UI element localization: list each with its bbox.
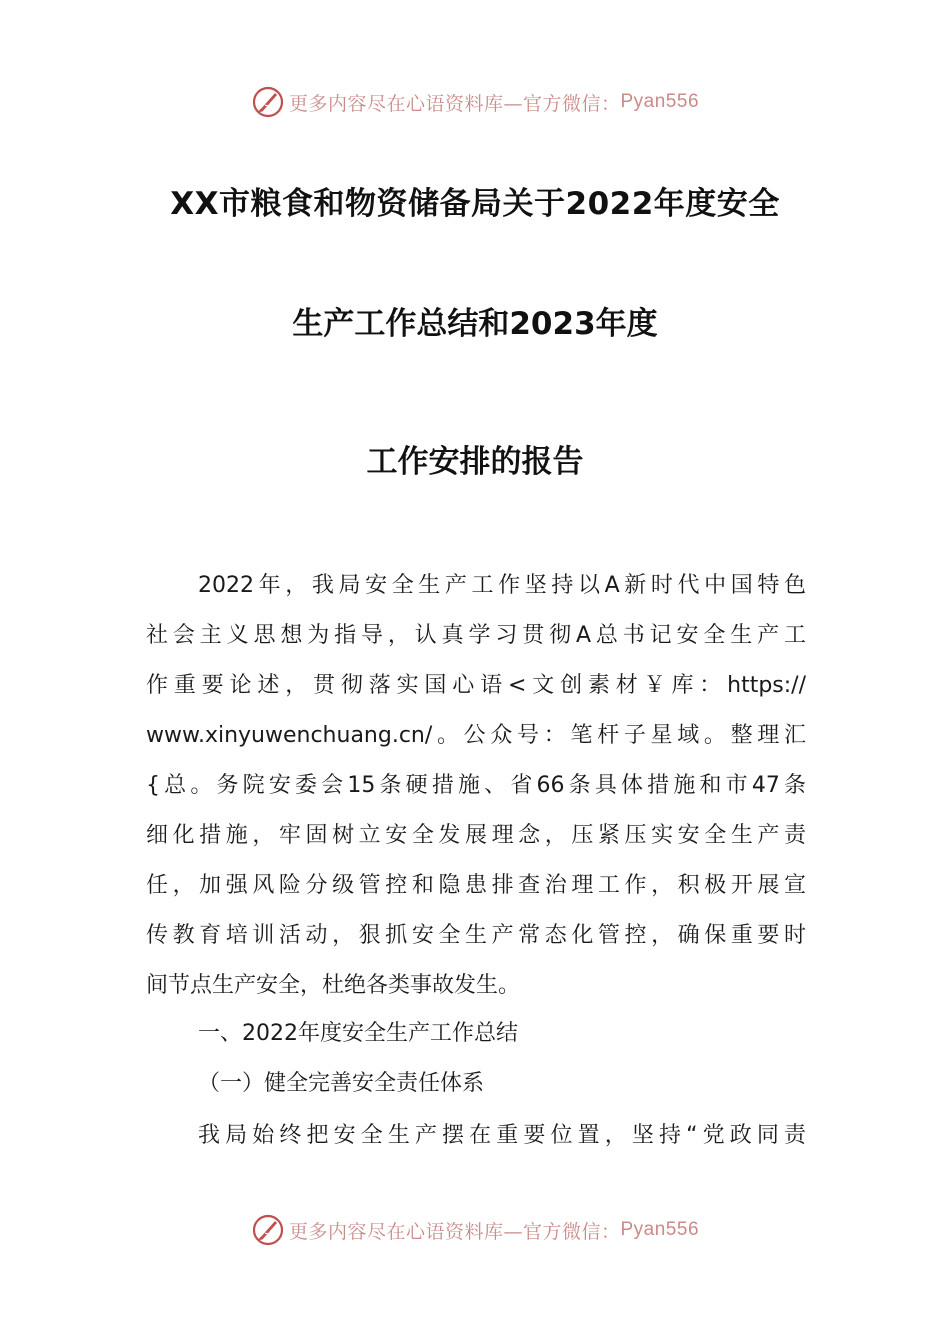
paragraph-line: 任，加强风险分级管控和隐患排查治理工作，积极开展宣: [146, 873, 806, 898]
title-line-3: 工作安排的报告: [366, 444, 584, 480]
watermark-wechat-id: Pyan556: [620, 1219, 700, 1240]
title-line-2: 生产工作总结和2023年度: [292, 306, 658, 342]
paragraph-line: {总。务院安委会15条硬措施、省66条具体措施和市47条: [146, 773, 806, 798]
header-watermark: [0, 82, 950, 122]
paragraph-line: 2022年，我局安全生产工作坚持以A新时代中国特色: [198, 573, 806, 598]
footer-watermark: [0, 1210, 950, 1250]
watermark-wechat-id: Pyan556: [620, 91, 700, 112]
title-line-1: XX市粮食和物资储备局关于2022年度安全: [170, 186, 780, 222]
paragraph-line: 传教育培训活动，狠抓安全生产常态化管控，确保重要时: [146, 923, 806, 948]
section-heading: 一、2022年度安全生产工作总结: [198, 1021, 518, 1046]
watermark-text: 更多内容尽在心语资料库—官方微信：: [288, 92, 621, 115]
paragraph-line: www.xinyuwenchuang.cn/。公众号：笔杆子星域。整理汇: [146, 723, 806, 748]
watermark-text: 更多内容尽在心语资料库—官方微信：: [288, 1220, 621, 1243]
paragraph-line: 细化措施，牢固树立安全发展理念，压紧压实安全生产责: [146, 823, 806, 848]
paragraph-line: 社会主义思想为指导，认真学习贯彻A总书记安全生产工: [146, 623, 806, 648]
subsection-heading: （一）健全完善安全责任体系: [198, 1071, 485, 1096]
paragraph-line: 我局始终把安全生产摆在重要位置，坚持“党政同责: [198, 1123, 806, 1148]
paragraph-line: 间节点生产安全，杜绝各类事故发生。: [146, 973, 521, 998]
quill-logo-icon: [251, 1213, 285, 1247]
paragraph-line: 作重要论述，贯彻落实国心语<文创素材￥库：https://: [146, 673, 806, 698]
quill-logo-icon: [251, 85, 285, 119]
